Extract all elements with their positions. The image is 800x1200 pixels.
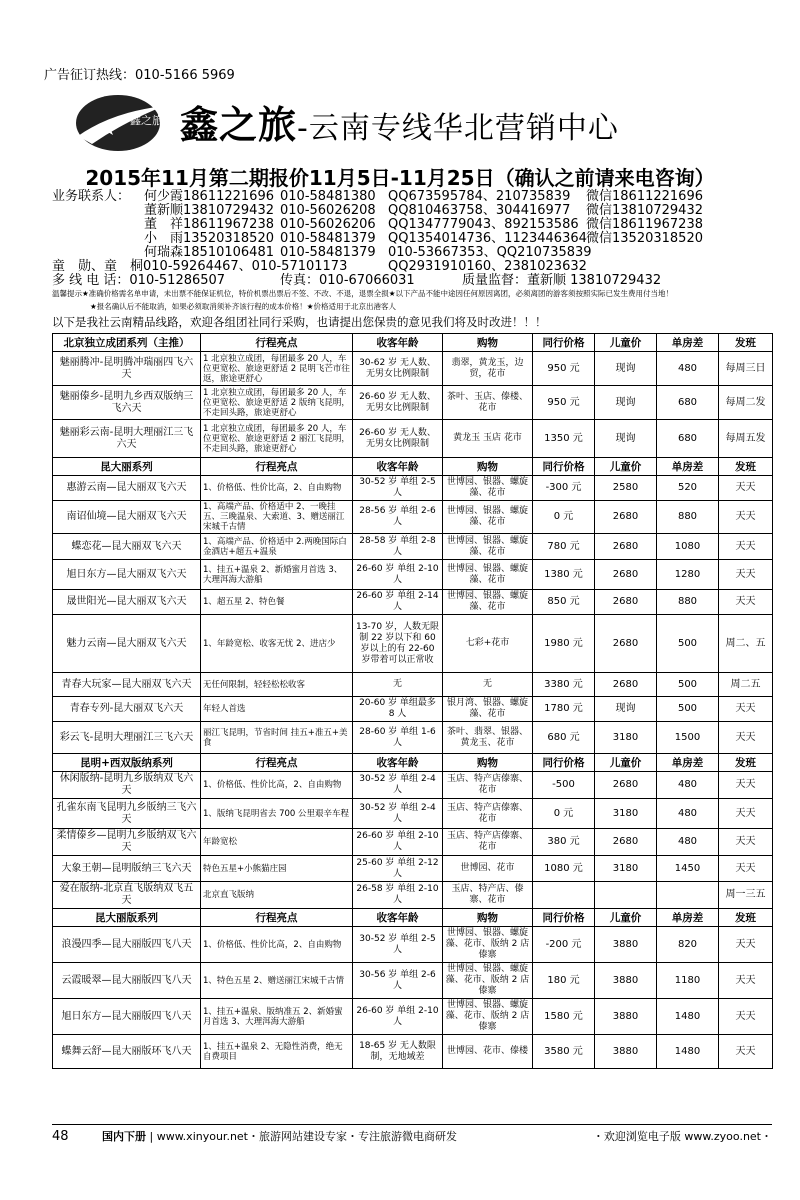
section-title: 北京独立成团系列（主推）	[53, 334, 201, 352]
peer-price: 1080 元	[533, 856, 595, 882]
contact-qq: QQ810463758、304416977	[388, 203, 571, 218]
contact-qq: QQ1347779043、892153586	[388, 217, 579, 232]
route-highlights: 1、价格低、性价比高，2、自由购物	[201, 772, 353, 799]
peer-price: 780 元	[533, 534, 595, 560]
child-price: 2680	[595, 673, 657, 697]
contact-row	[52, 218, 772, 232]
child-price: 现询	[595, 697, 657, 722]
route-name: 魅力云南—昆大丽双飞六天	[53, 615, 201, 673]
peer-price: 850 元	[533, 590, 595, 615]
route-name: 大象王朝—昆明版纳三飞六天	[53, 856, 201, 882]
peer-price	[533, 882, 595, 909]
age-requirement: 26-60 岁 单组 2-14 人	[353, 590, 443, 615]
route-highlights: 1、挂五+温泉 2、新婚蜜月首选 3、大理洱海大游船	[201, 560, 353, 590]
single-supplement: 1450	[657, 856, 719, 882]
column-header: 发班	[719, 334, 773, 352]
age-requirement: 13-70 岁，人数无限制 22 岁以下和 60 岁以上的有 22-60 岁带着可以正常收	[353, 615, 443, 673]
child-price: 2680	[595, 560, 657, 590]
child-price: 3180	[595, 799, 657, 829]
contact-wechat: 微信18611967238	[586, 217, 703, 232]
route-name: 彩云飞-昆明大理丽江三飞六天	[53, 722, 201, 754]
shopping-stops: 世博园、银器、螺旋藻、花市	[443, 476, 533, 501]
footer-ebook: ・欢迎浏览电子版 www.zyoo.net・	[592, 1130, 772, 1143]
peer-price: -200 元	[533, 927, 595, 963]
route-highlights: 1、高端产品、价格适中 2.两晚国际白金酒店+超五+温泉	[201, 534, 353, 560]
child-price: 3880	[595, 1035, 657, 1069]
contact-landline: 010-58481379	[280, 231, 376, 246]
contact-landline: 010-58481380	[280, 189, 376, 204]
child-price: 3880	[595, 963, 657, 999]
peer-price: 380 元	[533, 829, 595, 856]
route-name: 爱在版纳-北京直飞版纳双飞五天	[53, 882, 201, 909]
age-requirement: 20-60 岁 单组最多 8 人	[353, 697, 443, 722]
shopping-stops: 黄龙玉 玉店 花市	[443, 420, 533, 458]
departure-schedule: 周二五	[719, 673, 773, 697]
section-header-row	[53, 909, 773, 927]
ad-hotline: 广告征订热线：010-5166 5969	[44, 68, 235, 83]
column-header: 单房差	[657, 754, 719, 772]
column-header: 发班	[719, 754, 773, 772]
route-highlights: 丽江飞昆明，节省时间 挂五+准五+美食	[201, 722, 353, 754]
peer-price: 950 元	[533, 386, 595, 420]
column-header: 同行价格	[533, 754, 595, 772]
company-logo-icon	[72, 92, 168, 154]
peer-price: 3580 元	[533, 1035, 595, 1069]
age-requirement: 无	[353, 673, 443, 697]
section-title: 昆大丽系列	[53, 458, 201, 476]
single-supplement: 680	[657, 420, 719, 458]
age-requirement: 28-60 岁 单组 1-6 人	[353, 722, 443, 754]
column-header: 行程亮点	[201, 458, 353, 476]
column-header: 同行价格	[533, 909, 595, 927]
single-supplement: 880	[657, 501, 719, 534]
page-footer	[52, 1124, 772, 1146]
single-supplement: 500	[657, 673, 719, 697]
departure-schedule: 天天	[719, 476, 773, 501]
route-name: 魅丽傣乡-昆明九乡西双版纳三飞六天	[53, 386, 201, 420]
table-row	[53, 501, 773, 534]
departure-schedule: 天天	[719, 1035, 773, 1069]
column-header: 儿童价	[595, 909, 657, 927]
departure-schedule: 每周三日	[719, 352, 773, 386]
price-table	[52, 333, 773, 1069]
contact-qq: QQ1354014736、1123446364	[388, 231, 587, 246]
age-requirement: 18-65 岁 无人数限制，无地域差	[353, 1035, 443, 1069]
route-highlights: 1 北京独立成团，每团最多 20 人，车位更宽松、旅途更舒适 2 昆明飞芒市往返，旅途更舒心	[201, 352, 353, 386]
age-requirement: 26-60 岁 无人数、无男女比例限制	[353, 420, 443, 458]
section-title: 昆明+西双版纳系列	[53, 754, 201, 772]
table-row	[53, 697, 773, 722]
contact-wechat: 微信18611221696	[586, 189, 703, 204]
child-price: 2680	[595, 772, 657, 799]
contact-row	[52, 204, 772, 218]
age-requirement: 26-60 岁 单组 2-10 人	[353, 560, 443, 590]
single-supplement: 480	[657, 352, 719, 386]
table-row	[53, 386, 773, 420]
shopping-stops: 无	[443, 673, 533, 697]
shopping-stops: 世博园、银器、螺旋藻、花市	[443, 501, 533, 534]
child-price: 现询	[595, 420, 657, 458]
warning-notice-2: ★报名确认后不能取消，如果必须取消须补齐该行程的成本价格！★价格适用于北京出港客人	[90, 302, 396, 311]
shopping-stops: 世博园、花市	[443, 856, 533, 882]
quote-period-title: 2015年11月第二期报价11月5日-11月25日（确认之前请来电咨询）	[85, 166, 715, 190]
section-title: 昆大丽版系列	[53, 909, 201, 927]
single-supplement: 480	[657, 829, 719, 856]
child-price: 2680	[595, 534, 657, 560]
age-requirement: 28-56 岁 单组 2-6 人	[353, 501, 443, 534]
column-header: 购物	[443, 909, 533, 927]
departure-schedule: 天天	[719, 590, 773, 615]
table-row	[53, 673, 773, 697]
route-highlights: 特色五星+小熊猫庄园	[201, 856, 353, 882]
table-row	[53, 927, 773, 963]
route-name: 休闲版纳-昆明九乡版纳双飞六天	[53, 772, 201, 799]
child-price: 3880	[595, 927, 657, 963]
column-header: 行程亮点	[201, 754, 353, 772]
contact-name-phone: 何少霞18611221696	[144, 189, 274, 204]
contact-landline: 010-56026208	[280, 203, 376, 218]
age-requirement: 28-58 岁 单组 2-8 人	[353, 534, 443, 560]
peer-price: 1580 元	[533, 999, 595, 1035]
departure-schedule: 天天	[719, 829, 773, 856]
contact-row	[52, 190, 772, 204]
table-row	[53, 590, 773, 615]
table-row	[53, 352, 773, 386]
single-supplement: 1480	[657, 999, 719, 1035]
route-highlights: 1、挂五+温泉、版纳准五 2、新婚蜜月首选 3、大理洱海大游船	[201, 999, 353, 1035]
single-supplement: 680	[657, 386, 719, 420]
route-name: 南诏仙境—昆大丽双飞六天	[53, 501, 201, 534]
shopping-stops: 世博园、银器、螺旋藻、花市	[443, 534, 533, 560]
contact-landline: 010-58481379	[280, 245, 376, 260]
age-requirement: 25-60 岁 单组 2-12 人	[353, 856, 443, 882]
column-header: 同行价格	[533, 334, 595, 352]
single-supplement: 500	[657, 615, 719, 673]
quality-supervisor: 质量监督：董新顺 13810729432	[462, 273, 662, 288]
single-supplement	[657, 882, 719, 909]
shopping-stops: 玉店、特产店傣寨、花市	[443, 772, 533, 799]
shopping-stops: 茶叶、翡翠、银器、黄龙玉、花市	[443, 722, 533, 754]
shopping-stops: 世博园、花市、傣楼	[443, 1035, 533, 1069]
table-row	[53, 999, 773, 1035]
peer-price: 1980 元	[533, 615, 595, 673]
contacts-label: 业务联系人：	[52, 189, 131, 204]
route-highlights: 年轻人首选	[201, 697, 353, 722]
contact-wechat: 微信13520318520	[586, 231, 703, 246]
contact-name-phone: 何瑞森18510106481	[144, 245, 274, 260]
table-row	[53, 882, 773, 909]
contact-qq: QQ673595784、210735839	[388, 189, 571, 204]
column-header: 购物	[443, 458, 533, 476]
shopping-stops: 玉店、特产店、傣寨、花市	[443, 882, 533, 909]
peer-price: 0 元	[533, 799, 595, 829]
warning-notice: 温馨提示★准确价格需名单申请，未出票不能保证机位，特价机票出票后不签、不改、不退，退票全损★以下产品不能中途因任何原因离团，必须离团的游客须按照实际已发生费用付当地！	[52, 289, 673, 298]
page-number: 48	[52, 1129, 69, 1144]
age-requirement: 30-52 岁 单组 2-4 人	[353, 799, 443, 829]
route-name: 晟世阳光—昆大丽双飞六天	[53, 590, 201, 615]
route-highlights: 1、高端产品、价格适中 2、一晚挂五、三晚温泉、大索道、3、赠送丽江宋城千古情	[201, 501, 353, 534]
multi-line-phone: 多 线 电 话：010-51286507	[52, 273, 226, 288]
route-highlights: 1 北京独立成团，每团最多 20 人，车位更宽松、旅途更舒适 2 版纳飞昆明，不走回头路，旅途更舒心	[201, 386, 353, 420]
column-header: 单房差	[657, 334, 719, 352]
age-requirement: 30-52 岁 单组 2-5 人	[353, 476, 443, 501]
route-name: 旭日东方—昆大丽版四飞八天	[53, 999, 201, 1035]
table-row	[53, 772, 773, 799]
table-row	[53, 615, 773, 673]
age-requirement: 26-60 岁 单组 2-10 人	[353, 999, 443, 1035]
child-price: 3180	[595, 722, 657, 754]
brand-title: 鑫之旅-云南专线华北营销中心	[180, 102, 619, 147]
single-supplement: 1180	[657, 963, 719, 999]
table-row	[53, 420, 773, 458]
route-highlights: 1、挂五+温泉 2、无隐性消费，绝无自费项目	[201, 1035, 353, 1069]
route-highlights: 1、年龄宽松、收客无忧 2、进店少	[201, 615, 353, 673]
peer-price: 950 元	[533, 352, 595, 386]
departure-schedule: 天天	[719, 534, 773, 560]
footer-section: 国内下册	[102, 1130, 146, 1143]
child-price	[595, 882, 657, 909]
contact-name-phone: 小 雨13520318520	[144, 231, 274, 246]
age-requirement: 26-60 岁 无人数、无男女比例限制	[353, 386, 443, 420]
peer-price: 3380 元	[533, 673, 595, 697]
shopping-stops: 玉店、特产店傣寨、花市	[443, 799, 533, 829]
contact-name-phone: 董新顺13810729432	[144, 203, 274, 218]
route-name: 青春大玩家—昆大丽双飞六天	[53, 673, 201, 697]
route-name: 孔雀东南飞昆明九乡版纳三飞六天	[53, 799, 201, 829]
column-header: 收客年龄	[353, 334, 443, 352]
route-highlights: 无任何限制，轻轻松松收客	[201, 673, 353, 697]
table-row	[53, 476, 773, 501]
shopping-stops: 世博园、银器、螺旋藻、花市、版纳 2 店傣寨	[443, 927, 533, 963]
contact-row	[52, 232, 772, 246]
peer-price: 0 元	[533, 501, 595, 534]
table-row	[53, 534, 773, 560]
departure-schedule: 天天	[719, 927, 773, 963]
departure-schedule: 周二、五	[719, 615, 773, 673]
contact-qq: QQ2931910160、2381023632	[388, 259, 587, 274]
single-supplement: 1280	[657, 560, 719, 590]
contact-name-phone: 董 祥18611967238	[144, 217, 274, 232]
departure-schedule: 天天	[719, 999, 773, 1035]
peer-price: 180 元	[533, 963, 595, 999]
child-price: 2680	[595, 590, 657, 615]
table-row	[53, 963, 773, 999]
route-highlights: 1、价格低、性价比高，2、自由购物	[201, 476, 353, 501]
route-highlights: 北京直飞版纳	[201, 882, 353, 909]
column-header: 购物	[443, 334, 533, 352]
intro-text: 以下是我社云南精品线路，欢迎各组团社同行采购，也请提出您保贵的意见我们将及时改进！！！	[52, 315, 547, 329]
departure-schedule: 周一三五	[719, 882, 773, 909]
shopping-stops: 茶叶、玉店、傣楼、花市	[443, 386, 533, 420]
contact-wechat: 微信13810729432	[586, 203, 703, 218]
age-requirement: 26-58 岁 单组 2-10 人	[353, 882, 443, 909]
peer-price: 1780 元	[533, 697, 595, 722]
age-requirement: 26-60 岁 单组 2-10 人	[353, 829, 443, 856]
column-header: 单房差	[657, 458, 719, 476]
table-row	[53, 829, 773, 856]
route-name: 浪漫四季—昆大丽版四飞八天	[53, 927, 201, 963]
route-highlights: 1、特色五星 2、赠送丽江宋城千古情	[201, 963, 353, 999]
table-row	[53, 799, 773, 829]
shopping-stops: 世博园、银器、螺旋藻、花市	[443, 560, 533, 590]
column-header: 发班	[719, 909, 773, 927]
section-header-row	[53, 334, 773, 352]
contacts-block	[52, 190, 772, 288]
column-header: 收客年龄	[353, 458, 443, 476]
age-requirement: 30-56 岁 单组 2-6 人	[353, 963, 443, 999]
single-supplement: 1500	[657, 722, 719, 754]
single-supplement: 520	[657, 476, 719, 501]
peer-price: 680 元	[533, 722, 595, 754]
route-name: 云霞暖翠—昆大丽版四飞八天	[53, 963, 201, 999]
contact-landline: 010-56026206	[280, 217, 376, 232]
peer-price: 1350 元	[533, 420, 595, 458]
column-header: 发班	[719, 458, 773, 476]
departure-schedule: 每周二发	[719, 386, 773, 420]
column-header: 行程亮点	[201, 909, 353, 927]
child-price: 3180	[595, 856, 657, 882]
departure-schedule: 天天	[719, 501, 773, 534]
shopping-stops: 翡翠，黄龙玉，边贸，花市	[443, 352, 533, 386]
column-header: 单房差	[657, 909, 719, 927]
child-price: 2680	[595, 615, 657, 673]
single-supplement: 480	[657, 772, 719, 799]
shopping-stops: 世博园、银器、螺旋藻、花市、版纳 2 店傣寨	[443, 999, 533, 1035]
section-header-row	[53, 458, 773, 476]
age-requirement: 30-62 岁 无人数、无男女比例限制	[353, 352, 443, 386]
single-supplement: 820	[657, 927, 719, 963]
single-supplement: 880	[657, 590, 719, 615]
route-name: 柔情傣乡—昆明九乡版纳双飞六天	[53, 829, 201, 856]
route-name: 惠游云南—昆大丽双飞六天	[53, 476, 201, 501]
column-header: 儿童价	[595, 334, 657, 352]
departure-schedule: 天天	[719, 722, 773, 754]
column-header: 购物	[443, 754, 533, 772]
fax-number: 传真：010-67066031	[280, 273, 415, 288]
route-highlights: 1、超五星 2、特色餐	[201, 590, 353, 615]
route-name: 旭日东方—昆大丽双飞六天	[53, 560, 201, 590]
table-row	[53, 722, 773, 754]
contact-name-phone: 童 勋、童 桐010-59264467、010-57101173	[52, 259, 348, 274]
departure-schedule: 天天	[719, 560, 773, 590]
contact-row	[52, 246, 772, 260]
departure-schedule: 天天	[719, 697, 773, 722]
single-supplement: 500	[657, 697, 719, 722]
child-price: 2680	[595, 829, 657, 856]
route-highlights: 1 北京独立成团，每团最多 20 人，车位更宽松、旅途更舒适 2 丽江飞昆明，不走回头路，旅途更舒心	[201, 420, 353, 458]
route-name: 魅丽腾冲-昆明腾冲瑞丽四飞六天	[53, 352, 201, 386]
table-row	[53, 560, 773, 590]
shopping-stops: 世博园、银器、螺旋藻、花市	[443, 590, 533, 615]
contact-row	[52, 274, 772, 288]
shopping-stops: 世博园、银器、螺旋藻、花市、版纳 2 店傣寨	[443, 963, 533, 999]
shopping-stops: 玉店、特产店傣寨、花市	[443, 829, 533, 856]
route-highlights: 年龄宽松	[201, 829, 353, 856]
column-header: 收客年龄	[353, 909, 443, 927]
table-row	[53, 856, 773, 882]
single-supplement: 1080	[657, 534, 719, 560]
peer-price: 1380 元	[533, 560, 595, 590]
peer-price: -500	[533, 772, 595, 799]
child-price: 现询	[595, 386, 657, 420]
footer-site: 国内下册 | www.xinyour.net・旅游网站建设专家・专注旅游微电商研发	[102, 1130, 457, 1143]
brand-header	[60, 92, 770, 156]
shopping-stops: 银月湾、银器、螺旋藻、花市	[443, 697, 533, 722]
route-highlights: 1、版纳飞昆明省去 700 公里艰辛车程	[201, 799, 353, 829]
child-price: 2680	[595, 501, 657, 534]
single-supplement: 480	[657, 799, 719, 829]
peer-price: -300 元	[533, 476, 595, 501]
route-name: 蝶舞云舒—昆大丽版环飞八天	[53, 1035, 201, 1069]
child-price: 3880	[595, 999, 657, 1035]
column-header: 儿童价	[595, 754, 657, 772]
shopping-stops: 七彩+花市	[443, 615, 533, 673]
column-header: 行程亮点	[201, 334, 353, 352]
departure-schedule: 每周五发	[719, 420, 773, 458]
column-header: 儿童价	[595, 458, 657, 476]
route-name: 青春专列-昆大丽双飞六天	[53, 697, 201, 722]
departure-schedule: 天天	[719, 772, 773, 799]
column-header: 同行价格	[533, 458, 595, 476]
single-supplement: 1480	[657, 1035, 719, 1069]
route-name: 魅丽彩云南-昆明大理丽江三飞六天	[53, 420, 201, 458]
departure-schedule: 天天	[719, 799, 773, 829]
age-requirement: 30-52 岁 单组 2-5 人	[353, 927, 443, 963]
route-name: 蝶恋花—昆大丽双飞六天	[53, 534, 201, 560]
child-price: 现询	[595, 352, 657, 386]
table-row	[53, 1035, 773, 1069]
column-header: 收客年龄	[353, 754, 443, 772]
contact-qq: 010-53667353、QQ210735839	[388, 245, 592, 260]
age-requirement: 30-52 岁 单组 2-4 人	[353, 772, 443, 799]
svg-text:鑫之旅: 鑫之旅	[130, 114, 163, 127]
footer-site-text: www.xinyour.net・旅游网站建设专家・专注旅游微电商研发	[156, 1130, 457, 1143]
section-header-row	[53, 754, 773, 772]
route-highlights: 1、价格低、性价比高，2、自由购物	[201, 927, 353, 963]
contact-row	[52, 260, 772, 274]
child-price: 2580	[595, 476, 657, 501]
departure-schedule: 天天	[719, 856, 773, 882]
departure-schedule: 天天	[719, 963, 773, 999]
